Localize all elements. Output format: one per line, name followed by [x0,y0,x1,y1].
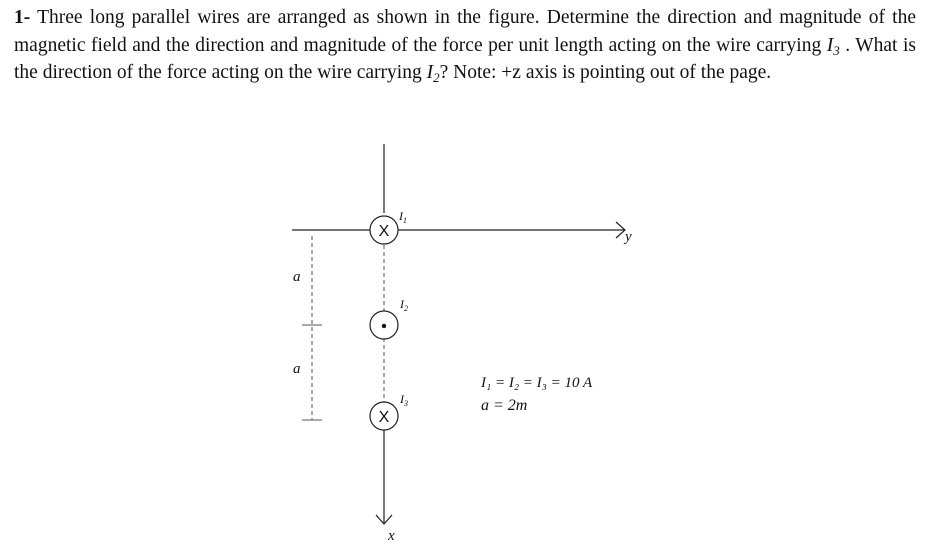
y-axis-label: y [625,229,632,245]
wire-3-cross-symbol: X [378,409,390,426]
given-currents: I₁ = I₂ = I₃ = 10 A [481,375,593,391]
wire-1-cross-symbol: X [378,223,390,240]
wire-2-out-of-page [370,311,398,339]
dimension-label-upper: a [293,269,301,285]
given-distance: a = 2m [481,397,528,414]
wire-3-into-page [370,402,398,430]
dimension-label-lower: a [293,361,301,377]
x-axis-label: x [388,528,395,544]
dimension-markers [302,236,322,420]
symbol-I3: $I_3$ [826,34,840,58]
wire-2-dot-symbol [382,324,386,328]
problem-text-part2: . What is the direction of the force acting on the wire carrying [14,34,916,83]
wire-2-label: $I_2$ [400,297,408,313]
problem-text-part1: Three long parallel wires are arranged as shown in the figure. Determine the direction and magnitude of the magnetic field and the direction and magnitude of the force per unit length acting on the wire carrying [14,7,916,56]
wire-1-into-page [370,216,398,244]
symbol-I2: $I_2$ [426,62,440,85]
problem-text-part3: ? Note: +z axis is pointing out of the page. [439,62,772,83]
wire-3-label: $I_3$ [400,392,408,408]
problem-number: 1- [14,7,31,28]
wire-1-label: $I_1$ [399,209,407,225]
